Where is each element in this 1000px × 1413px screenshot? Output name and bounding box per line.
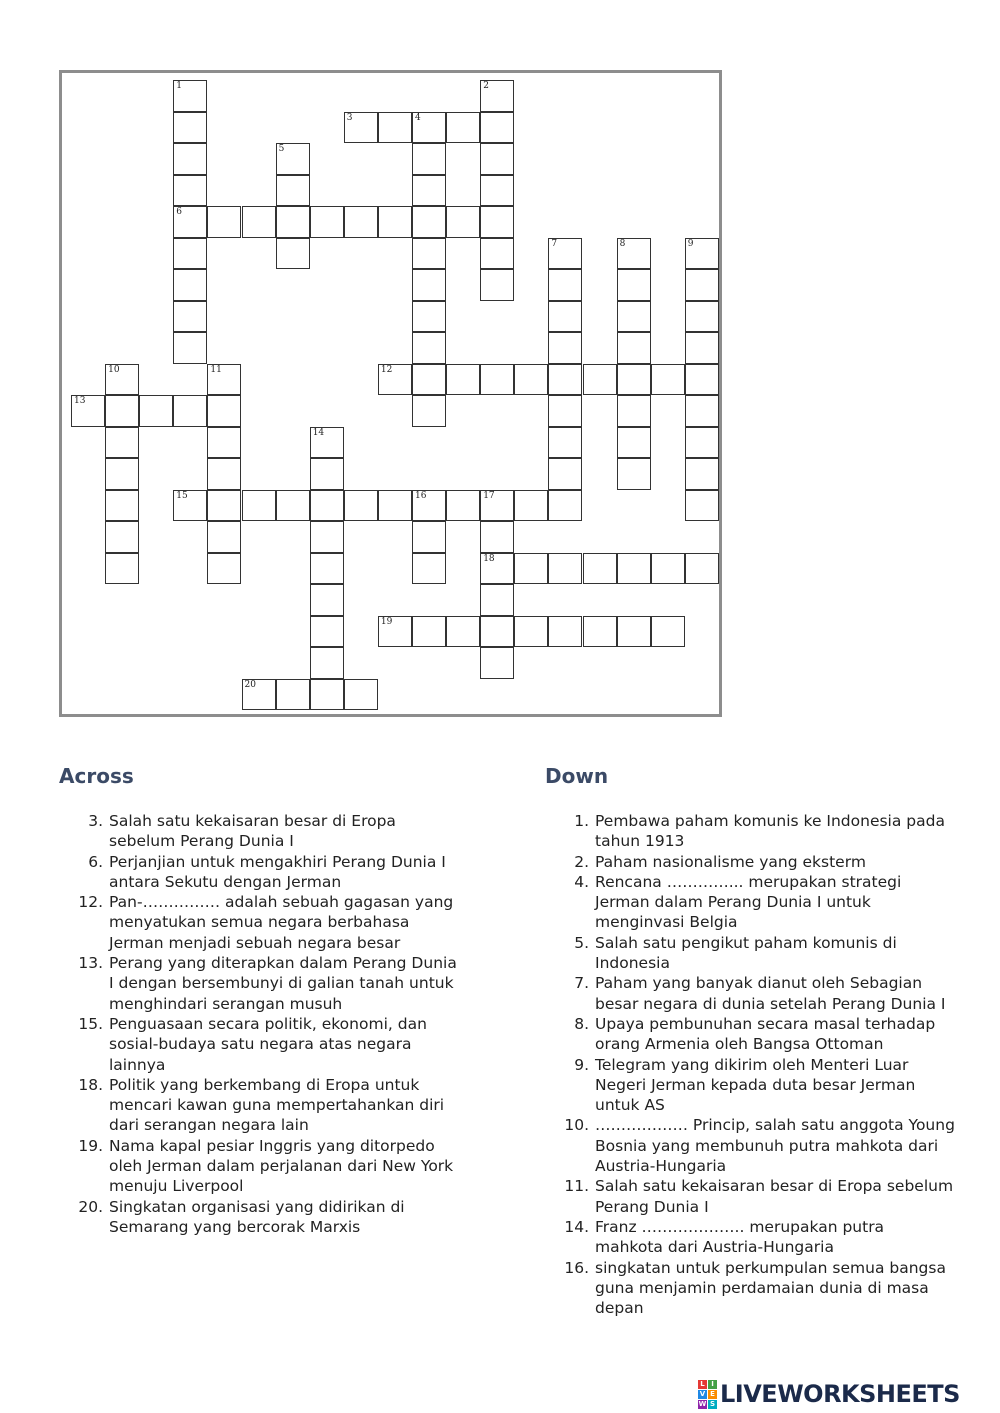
across-clue — [59, 852, 459, 893]
down-clue — [545, 1115, 955, 1176]
clue-text: Pan-…………… adalah sebuah gagasan yang menyatukan semua negara berbahasa Jerman menjadi sebuah negara besar — [109, 893, 454, 952]
crossword-cell[interactable] — [480, 616, 514, 648]
crossword-cell[interactable] — [583, 364, 617, 396]
crossword-cell[interactable] — [548, 332, 582, 364]
down-clue — [545, 973, 955, 1014]
clue-text: ……………… Princip, salah satu anggota Young Bosnia yang membunuh putra mahkota dari Austria-Hungaria — [595, 1116, 955, 1176]
crossword-cell[interactable] — [446, 616, 480, 648]
crossword-cell[interactable] — [617, 238, 651, 270]
crossword-cell[interactable] — [242, 490, 276, 522]
clue-text: singkatan untuk perkumpulan semua bangsa guna menjamin perdamaian dunia di masa depan — [595, 1258, 946, 1318]
logo-mark-tile: L — [698, 1380, 707, 1389]
crossword-cell[interactable] — [276, 490, 310, 522]
clue-number: 2. — [574, 852, 589, 871]
logo-mark-tile: S — [709, 1399, 716, 1408]
logo-mark-tile: I — [708, 1380, 717, 1389]
crossword-cell[interactable] — [378, 206, 412, 238]
crossword-cell[interactable] — [310, 490, 344, 522]
crossword-cell[interactable] — [105, 364, 139, 396]
clue-text: Upaya pembunuhan secara masal terhadap orang Armenia oleh Bangsa Ottoman — [595, 1014, 936, 1054]
clue-number: 11 — [210, 364, 222, 375]
crossword-cell[interactable] — [548, 616, 582, 648]
clue-number: 16 — [415, 490, 427, 501]
crossword-cell[interactable] — [310, 647, 344, 679]
clue-text: Perang yang diterapkan dalam Perang Dunia I dengan bersembunyi di galian tanah untuk menghindari serangan musuh — [109, 954, 457, 1013]
crossword-cell[interactable] — [412, 490, 446, 522]
crossword-cell[interactable] — [71, 395, 105, 427]
crossword-cell[interactable] — [514, 364, 548, 396]
crossword-cell[interactable] — [173, 175, 207, 207]
across-clue — [59, 1075, 459, 1136]
crossword-cell[interactable] — [548, 301, 582, 333]
crossword-cell[interactable] — [480, 80, 514, 112]
clue-text: Penguasaan secara politik, ekonomi, dan sosial-budaya satu negara atas negara lainnya — [109, 1014, 427, 1074]
crossword-cell[interactable] — [173, 206, 207, 238]
crossword-cell[interactable] — [480, 647, 514, 679]
clue-text: Politik yang berkembang di Eropa untuk mencari kawan guna mempertahankan diri dari serangan negara lain — [109, 1075, 445, 1135]
clue-text: Pembawa paham komunis ke Indonesia pada tahun 1913 — [595, 812, 945, 851]
crossword-cell[interactable] — [276, 206, 310, 238]
across-clue — [59, 1014, 459, 1075]
crossword-cell[interactable] — [651, 616, 685, 648]
crossword-cell[interactable] — [617, 301, 651, 333]
clue-number: 5. — [574, 933, 589, 952]
crossword-cell[interactable] — [378, 490, 412, 522]
crossword-cell[interactable] — [242, 206, 276, 238]
crossword-cell[interactable] — [685, 238, 719, 270]
clue-number: 15 — [176, 490, 188, 501]
crossword-cell[interactable] — [310, 458, 344, 490]
crossword-cell[interactable] — [480, 553, 514, 585]
clue-number: 15. — [78, 1014, 103, 1033]
clue-text: Paham nasionalisme yang eksterm — [595, 852, 866, 871]
crossword-cell[interactable] — [412, 269, 446, 301]
crossword-cell[interactable] — [173, 143, 207, 175]
crossword-cell[interactable] — [310, 553, 344, 585]
crossword-cell[interactable] — [344, 206, 378, 238]
crossword-cell[interactable] — [617, 616, 651, 648]
clue-text: Salah satu pengikut paham komunis di Indonesia — [595, 933, 897, 973]
crossword-cell[interactable] — [685, 427, 719, 459]
crossword-cell[interactable] — [617, 364, 651, 396]
crossword-cell[interactable] — [548, 364, 582, 396]
crossword-cell[interactable] — [617, 427, 651, 459]
crossword-cell[interactable] — [173, 112, 207, 144]
crossword-cell[interactable] — [548, 553, 582, 585]
crossword-cell[interactable] — [412, 238, 446, 270]
clue-number: 7. — [574, 974, 589, 993]
crossword-cell[interactable] — [617, 395, 651, 427]
crossword-cell[interactable] — [480, 143, 514, 175]
crossword-cell[interactable] — [685, 364, 719, 396]
clue-text: Singkatan organisasi yang didirikan di Semarang yang bercorak Marxis — [109, 1197, 405, 1236]
liveworksheets-logo — [698, 1378, 960, 1410]
crossword-cell[interactable] — [310, 521, 344, 553]
down-clue — [545, 872, 955, 933]
clue-number: 19. — [78, 1136, 103, 1155]
crossword-cell[interactable] — [480, 238, 514, 270]
crossword-cell[interactable] — [412, 112, 446, 144]
crossword-cell[interactable] — [105, 395, 139, 427]
clue-number: 8 — [619, 238, 626, 249]
crossword-cell[interactable] — [480, 584, 514, 616]
clue-number: 3 — [346, 112, 353, 123]
crossword-cell[interactable] — [173, 238, 207, 270]
clue-text: Salah satu kekaisaran besar di Eropa sebelum Perang Dunia I — [109, 812, 396, 851]
crossword-cell[interactable] — [207, 521, 241, 553]
crossword-cell[interactable] — [207, 364, 241, 396]
crossword-cell[interactable] — [617, 332, 651, 364]
crossword-cell[interactable] — [583, 616, 617, 648]
crossword-cell[interactable] — [548, 238, 582, 270]
crossword-cell[interactable] — [105, 521, 139, 553]
crossword-cell[interactable] — [276, 679, 310, 711]
clue-number: 19 — [380, 616, 393, 627]
clue-number: 12. — [78, 893, 103, 912]
crossword-cell[interactable] — [310, 616, 344, 648]
down-clue — [545, 933, 955, 974]
clue-text: Franz ……………….. merupakan putra mahkota dari Austria-Hungaria — [595, 1217, 885, 1257]
crossword-cell[interactable] — [412, 521, 446, 553]
down-clue-list — [545, 811, 955, 1318]
down-clue — [545, 1176, 955, 1217]
clue-text: Perjanjian untuk mengakhiri Perang Dunia I antara Sekutu dengan Jerman — [109, 852, 446, 891]
crossword-cell[interactable] — [480, 206, 514, 238]
clue-number: 6 — [176, 207, 183, 217]
crossword-cell[interactable] — [105, 427, 139, 459]
crossword-cell[interactable] — [446, 490, 480, 522]
crossword-cell[interactable] — [548, 427, 582, 459]
crossword-cell[interactable] — [207, 490, 241, 522]
down-clue — [545, 852, 955, 872]
clue-number: 20. — [78, 1197, 103, 1216]
crossword-cell[interactable] — [412, 206, 446, 238]
crossword-cell[interactable] — [480, 521, 514, 553]
crossword-cell[interactable] — [685, 490, 719, 522]
crossword-cell[interactable] — [617, 269, 651, 301]
crossword-cell[interactable] — [685, 395, 719, 427]
crossword-cell[interactable] — [480, 364, 514, 396]
crossword-cell[interactable] — [412, 395, 446, 427]
crossword-cell[interactable] — [310, 584, 344, 616]
crossword-cell[interactable] — [139, 395, 173, 427]
across-clue-list — [59, 811, 459, 1237]
crossword-cell[interactable] — [480, 175, 514, 207]
crossword-cell[interactable] — [276, 143, 310, 175]
crossword-cell[interactable] — [173, 332, 207, 364]
crossword-cell[interactable] — [480, 269, 514, 301]
crossword-cell[interactable] — [651, 553, 685, 585]
logo-mark-icon — [698, 1380, 717, 1409]
clue-text: Paham yang banyak dianut oleh Sebagian besar negara di dunia setelah Perang Dunia I — [595, 974, 946, 1013]
crossword-cell[interactable] — [105, 458, 139, 490]
clue-number: 17 — [483, 490, 495, 501]
clue-number: 8. — [574, 1014, 589, 1033]
crossword-cell[interactable] — [207, 553, 241, 585]
crossword-cell[interactable] — [173, 80, 207, 112]
logo-mark-tile: W — [698, 1399, 707, 1408]
crossword-cell[interactable] — [105, 490, 139, 522]
crossword-cell[interactable] — [173, 301, 207, 333]
clue-number: 14 — [312, 427, 325, 438]
across-heading: Across — [59, 764, 134, 788]
down-clue — [545, 1014, 955, 1055]
crossword-cell[interactable] — [548, 269, 582, 301]
crossword-cell[interactable] — [685, 553, 719, 585]
crossword-cell[interactable] — [344, 112, 378, 144]
down-clue — [545, 1055, 955, 1116]
clue-text: Salah satu kekaisaran besar di Eropa sebelum Perang Dunia I — [595, 1177, 954, 1216]
clue-number: 18. — [78, 1075, 103, 1094]
crossword-cell[interactable] — [685, 301, 719, 333]
clue-number: 16. — [564, 1258, 589, 1277]
crossword-cell[interactable] — [480, 112, 514, 144]
logo-text: LIVEWORKSHEETS — [720, 1380, 960, 1408]
crossword-cell[interactable] — [378, 616, 412, 648]
crossword-cell[interactable] — [583, 553, 617, 585]
crossword-cell[interactable] — [617, 553, 651, 585]
clue-number: 7 — [551, 238, 558, 249]
crossword-cell[interactable] — [276, 175, 310, 207]
clue-text: Telegram yang dikirim oleh Menteri Luar Negeri Jerman kepada duta besar Jerman untuk AS — [595, 1055, 916, 1115]
crossword-cell[interactable] — [207, 395, 241, 427]
clue-number: 11. — [564, 1177, 589, 1196]
down-heading: Down — [545, 764, 609, 788]
crossword-cell[interactable] — [412, 553, 446, 585]
crossword-cell[interactable] — [344, 679, 378, 711]
crossword-cell[interactable] — [310, 427, 344, 459]
clue-number: 4. — [574, 872, 589, 891]
clue-number: 4 — [415, 112, 421, 123]
logo-mark-tile: V — [699, 1389, 706, 1398]
logo-mark-tile: E — [708, 1390, 717, 1399]
down-clue — [545, 811, 955, 852]
crossword-cell[interactable] — [548, 395, 582, 427]
clue-number: 9 — [687, 238, 694, 249]
down-clue — [545, 1258, 955, 1319]
crossword-cell[interactable] — [207, 206, 241, 238]
crossword-cell[interactable] — [412, 332, 446, 364]
crossword-cell[interactable] — [514, 616, 548, 648]
crossword-cell[interactable] — [548, 490, 582, 522]
crossword-cell[interactable] — [378, 112, 412, 144]
clue-number: 2 — [483, 81, 489, 91]
clue-number: 20 — [244, 679, 256, 690]
clue-number: 14. — [564, 1217, 589, 1236]
down-clue — [545, 1217, 955, 1258]
clue-number: 9. — [574, 1055, 589, 1074]
crossword-cell[interactable] — [378, 364, 412, 396]
crossword-cell[interactable] — [514, 490, 548, 522]
clue-number: 1 — [176, 81, 183, 91]
across-clue — [59, 1136, 459, 1197]
crossword-cell[interactable] — [651, 364, 685, 396]
crossword-cell[interactable] — [310, 206, 344, 238]
crossword-cell[interactable] — [344, 490, 378, 522]
across-clue — [59, 1197, 459, 1238]
crossword-cell[interactable] — [685, 269, 719, 301]
clue-number: 13. — [78, 954, 103, 973]
crossword-cell[interactable] — [412, 301, 446, 333]
across-clue — [59, 811, 459, 852]
crossword-cell[interactable] — [173, 269, 207, 301]
crossword-cell[interactable] — [685, 458, 719, 490]
crossword-cell[interactable] — [242, 679, 276, 711]
crossword-cell[interactable] — [446, 364, 480, 396]
across-clue — [59, 953, 459, 1014]
crossword-cell[interactable] — [412, 616, 446, 648]
clue-number: 6. — [88, 852, 103, 871]
crossword-cell[interactable] — [310, 679, 344, 711]
crossword-cell[interactable] — [548, 458, 582, 490]
clue-number: 3. — [88, 812, 103, 830]
crossword-cell[interactable] — [207, 427, 241, 459]
crossword-cell[interactable] — [446, 112, 480, 144]
crossword-cell[interactable] — [685, 332, 719, 364]
clue-number: 10 — [108, 364, 120, 375]
crossword-cell[interactable] — [480, 490, 514, 522]
crossword-cell[interactable] — [412, 364, 446, 396]
clue-number: 13 — [74, 396, 86, 406]
clue-number: 5 — [278, 144, 285, 154]
crossword-cell[interactable] — [105, 553, 139, 585]
crossword-cell[interactable] — [173, 395, 207, 427]
crossword-cell[interactable] — [412, 143, 446, 175]
crossword-cell[interactable] — [173, 490, 207, 522]
clue-number: 12 — [380, 364, 393, 375]
clue-text: Rencana …………... merupakan strategi Jerman dalam Perang Dunia I untuk menginvasi Belgia — [595, 872, 902, 932]
crossword-cell[interactable] — [514, 553, 548, 585]
crossword-cell[interactable] — [276, 238, 310, 270]
across-clue — [59, 892, 459, 953]
crossword-cell[interactable] — [412, 175, 446, 207]
crossword-cell[interactable] — [617, 458, 651, 490]
clue-number: 18 — [483, 553, 495, 564]
clue-text: Nama kapal pesiar Inggris yang ditorpedo oleh Jerman dalam perjalanan dari New York menuju Liverpool — [109, 1136, 454, 1196]
clue-number: 10. — [564, 1116, 589, 1135]
clue-number: 1. — [574, 812, 589, 830]
crossword-cell[interactable] — [446, 206, 480, 238]
crossword-cell[interactable] — [207, 458, 241, 490]
